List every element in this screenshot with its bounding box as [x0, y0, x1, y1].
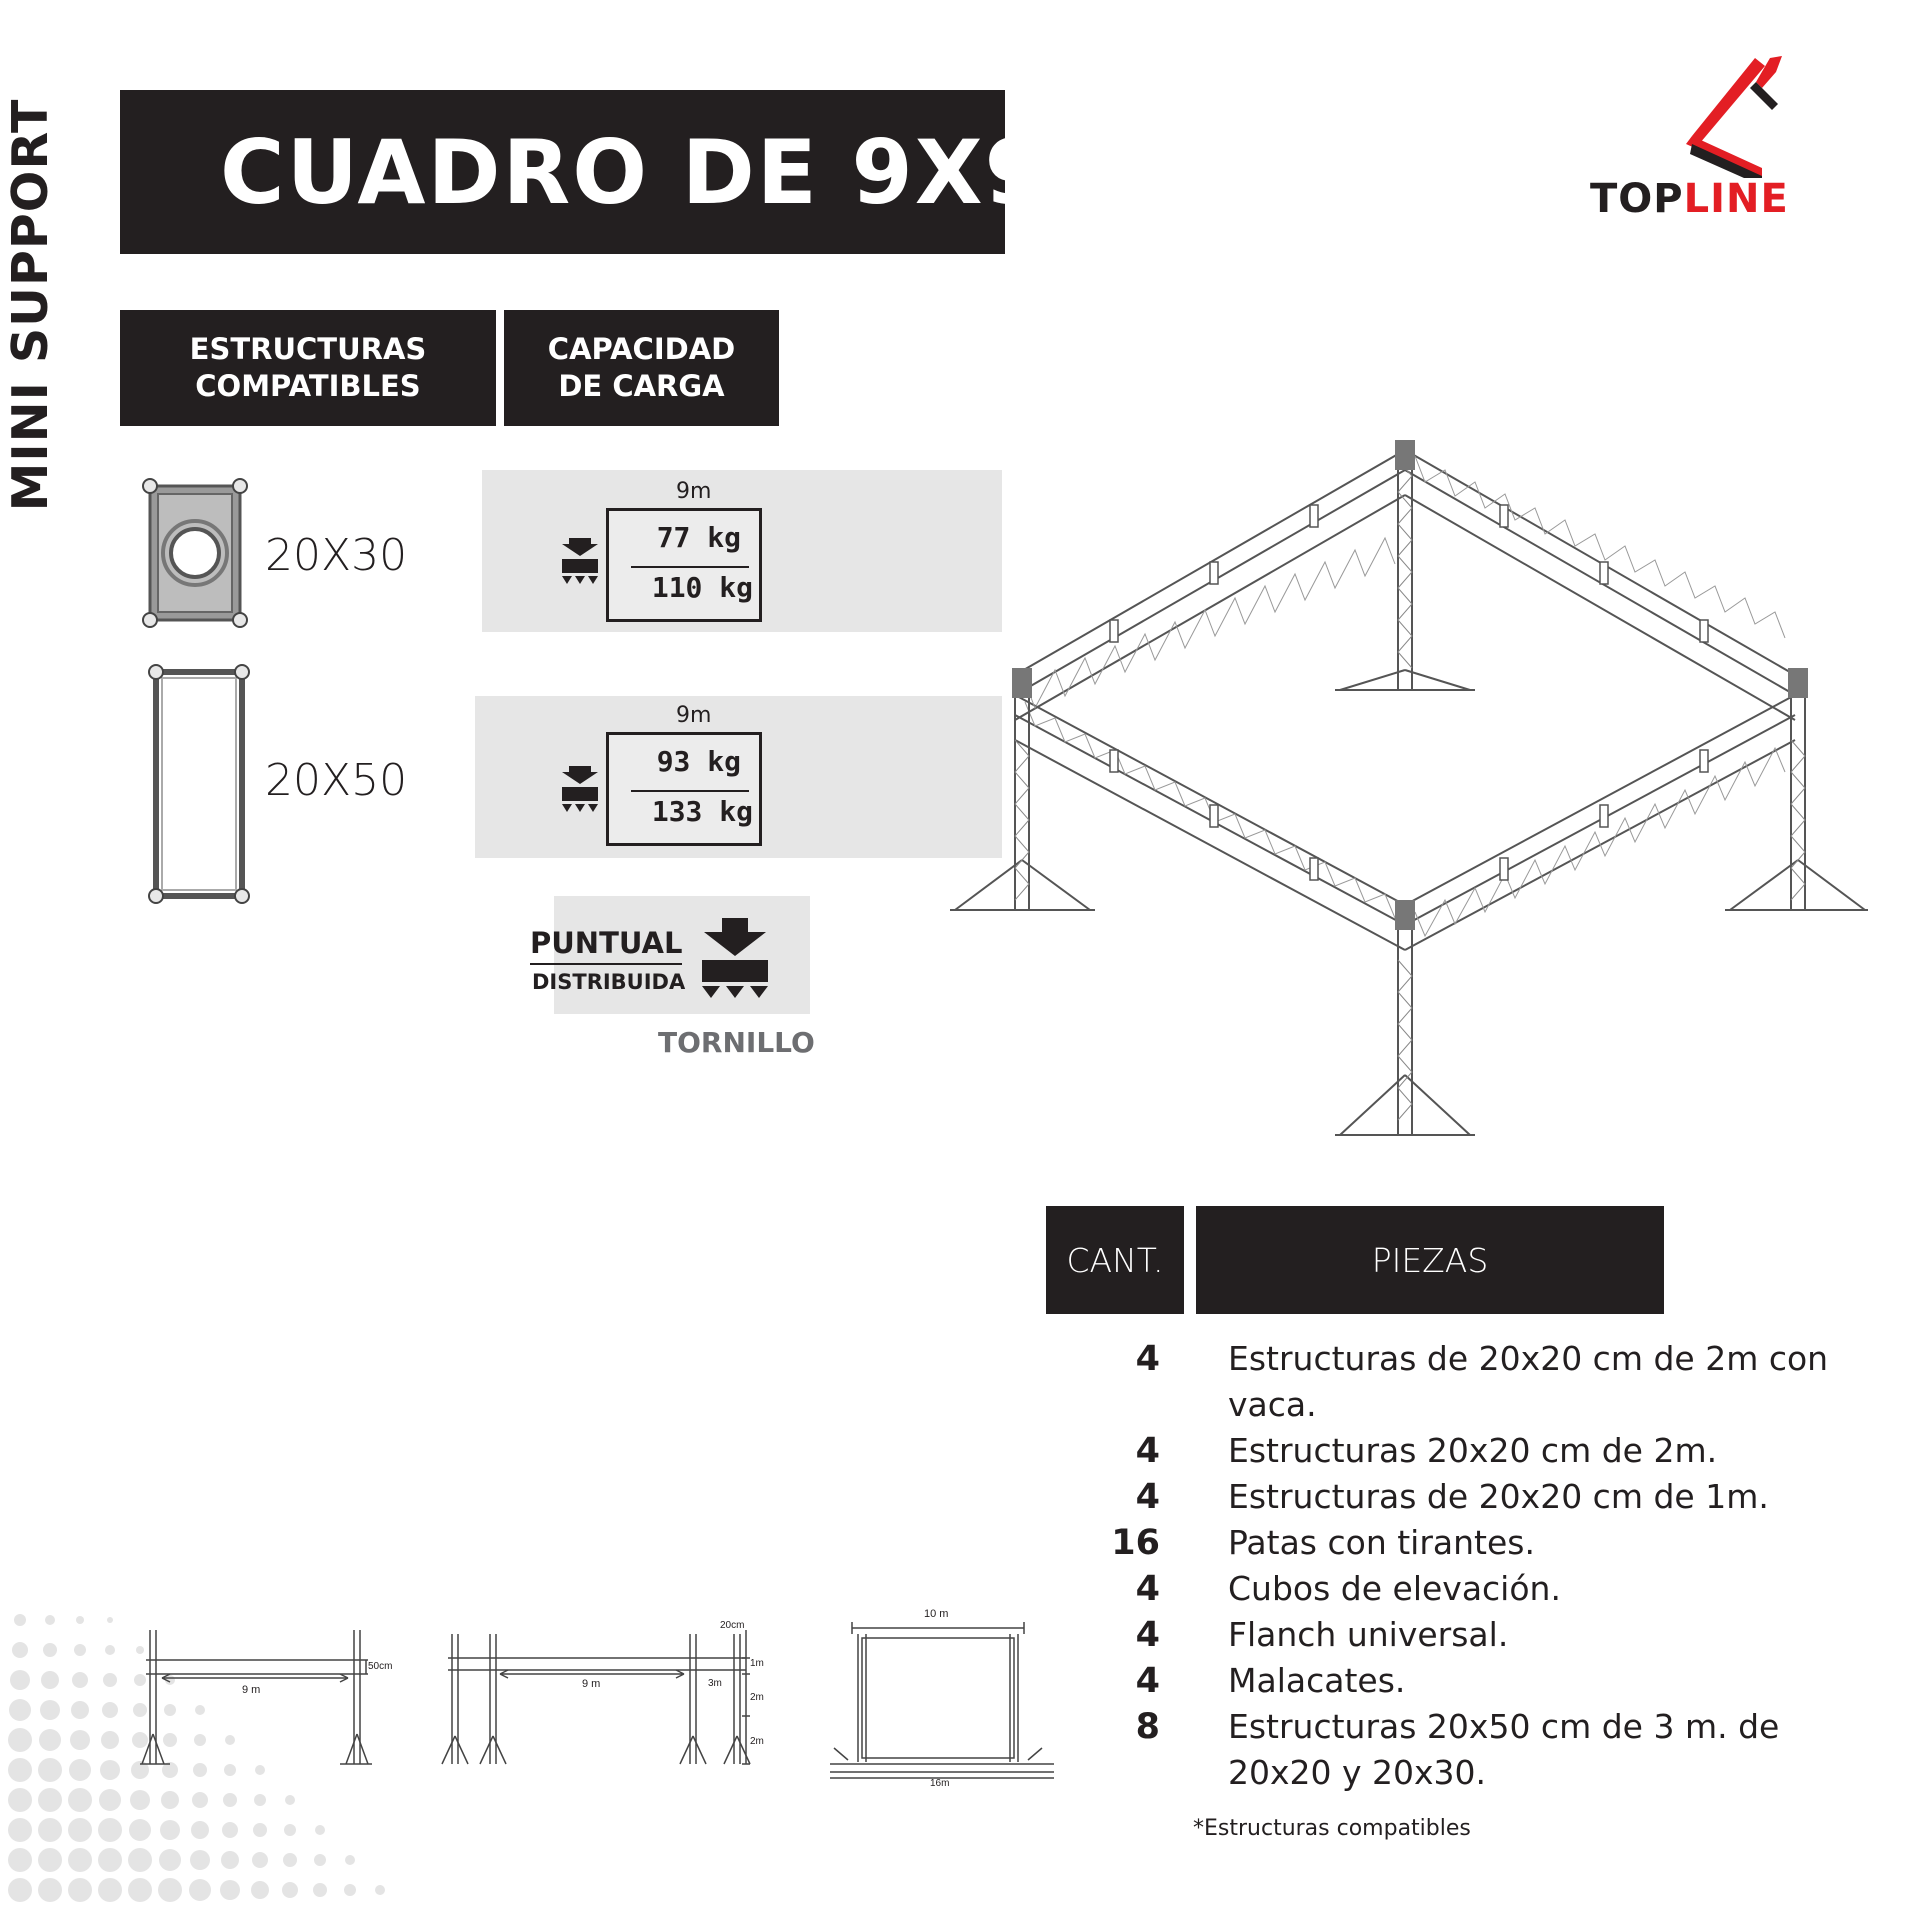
side-width-label: 9 m	[582, 1678, 601, 1690]
part-desc: Cubos de elevación.	[1228, 1569, 1561, 1608]
side-top-label: 20cm	[720, 1620, 745, 1631]
legend-point-label: PUNTUAL	[530, 926, 683, 960]
part-desc: Estructuras de 20x20 cm de 1m.	[1228, 1477, 1769, 1516]
header-capacity	[504, 310, 779, 426]
truss-20x30-icon	[142, 478, 248, 628]
part-desc: Flanch universal.	[1228, 1615, 1509, 1654]
parts-header: PIEZAS	[1196, 1206, 1664, 1314]
capacity-box-20x30	[606, 508, 762, 622]
legend-distributed-label: DISTRIBUIDA	[532, 970, 686, 994]
capacity-divider	[631, 790, 749, 792]
brand-name-part2: LINE	[1683, 176, 1789, 222]
legend-divider	[530, 963, 682, 965]
load-point-20x50: 93 kg	[656, 745, 741, 778]
truss-20x50-icon	[148, 664, 250, 904]
brand-logo-mark	[1590, 48, 1870, 178]
part-qty: 4	[1135, 1339, 1160, 1379]
header-structures	[120, 310, 496, 426]
part-desc: Estructuras 20x20 cm de 2m.	[1228, 1431, 1718, 1470]
side-d4-label: 3m	[708, 1678, 722, 1689]
legend-bolt-label: TORNILLO	[658, 1026, 815, 1059]
diagram-side	[434, 1620, 764, 1778]
front-height-label: 50cm	[368, 1661, 393, 1672]
structure-illustration	[940, 420, 1870, 1180]
side-d3-label: 2m	[750, 1736, 764, 1747]
part-qty: 4	[1135, 1615, 1160, 1655]
load-icon-20x30	[560, 538, 600, 588]
diagram-plan	[828, 1608, 1058, 1788]
capacity-divider	[631, 566, 749, 568]
part-qty: 4	[1135, 1431, 1160, 1471]
span-label-20x50: 9m	[676, 703, 712, 728]
load-distributed-20x50: 133 kg	[651, 795, 753, 828]
load-point-20x30: 77 kg	[656, 521, 741, 554]
structure-label-20x50: 20X50	[265, 755, 408, 806]
front-width-label: 9 m	[242, 1684, 261, 1696]
side-label: MINI SUPPORT	[1, 98, 59, 512]
plan-top-label: 10 m	[924, 1608, 949, 1620]
header-capacity-line2: DE CARGA	[558, 369, 725, 403]
brand-logo	[1590, 48, 1870, 228]
header-structures-line1: ESTRUCTURAS	[189, 332, 427, 366]
side-d2-label: 2m	[750, 1692, 764, 1703]
load-icon-20x50	[560, 766, 600, 816]
part-desc: Malacates.	[1228, 1661, 1406, 1700]
brand-name-part1: TOP	[1590, 176, 1684, 222]
header-capacity-line1: CAPACIDAD	[547, 332, 736, 366]
capacity-box-20x50	[606, 732, 762, 846]
part-desc: Patas con tirantes.	[1228, 1523, 1535, 1562]
legend-load-icon	[700, 918, 770, 1006]
parts-qty-header: CANT.	[1046, 1206, 1184, 1314]
header-structures-line2: COMPATIBLES	[195, 369, 421, 403]
part-desc: Estructuras de 20x20 cm de 2m con vaca.	[1228, 1339, 1829, 1424]
parts-footnote: *Estructuras compatibles	[1193, 1816, 1471, 1841]
side-d1-label: 1m	[750, 1658, 764, 1669]
page-title: CUADRO DE 9X9	[220, 120, 1048, 224]
part-desc: Estructuras 20x50 cm de 3 m. de 20x20 y 20x30.	[1228, 1707, 1780, 1792]
part-qty: 4	[1135, 1569, 1160, 1609]
plan-bottom-label: 16m	[930, 1778, 950, 1789]
span-label-20x30: 9m	[676, 479, 712, 504]
structure-label-20x30: 20X30	[265, 530, 408, 581]
part-qty: 16	[1111, 1523, 1160, 1563]
title-banner	[120, 90, 1048, 254]
load-distributed-20x30: 110 kg	[651, 571, 753, 604]
part-qty: 4	[1135, 1661, 1160, 1701]
part-qty: 4	[1135, 1477, 1160, 1517]
part-qty: 8	[1135, 1707, 1160, 1747]
diagram-front	[140, 1624, 400, 1776]
